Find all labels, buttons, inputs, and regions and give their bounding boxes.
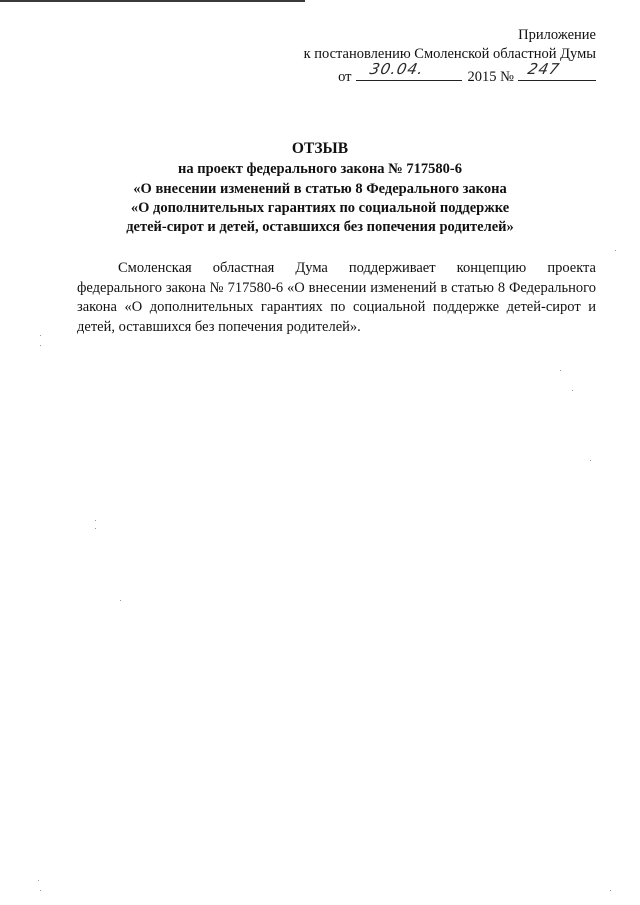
handwritten-date: 30.04.: [367, 60, 426, 78]
resolution-reference: к постановлению Смоленской областной Думы: [303, 46, 596, 62]
title-main: ОТЗЫВ: [291, 140, 349, 157]
document-body: [77, 259, 596, 337]
date-number-line: [304, 60, 596, 87]
body-paragraph: Смоленская областная Дума поддерживает концепцию проекта федерального закона № 717580-6 «О внесении изменений в статью 8 Федерального закона «О дополнительных гарантиях по социальной поддержке детей-сирот и детей, оставшихся без попечения родителей».: [77, 260, 596, 335]
scan-edge-line: [0, 0, 305, 2]
handwritten-number: 247: [526, 60, 562, 78]
date-field: [356, 60, 462, 81]
year-number-label: 2015 №: [467, 69, 514, 85]
title-line-4: детей-сирот и детей, оставшихся без попечения родителей»: [126, 219, 514, 236]
from-prefix: от: [338, 69, 352, 85]
title-line-2: «О внесении изменений в статью 8 Федерального закона: [133, 180, 507, 197]
title-line-3: «О дополнительных гарантиях по социальной поддержке: [130, 199, 510, 216]
document-title: [0, 139, 640, 237]
number-field: [518, 60, 596, 81]
appendix-label: Приложение: [518, 27, 596, 43]
title-line-1: на проект федерального закона № 717580-6: [178, 161, 462, 178]
appendix-header: [304, 26, 596, 87]
